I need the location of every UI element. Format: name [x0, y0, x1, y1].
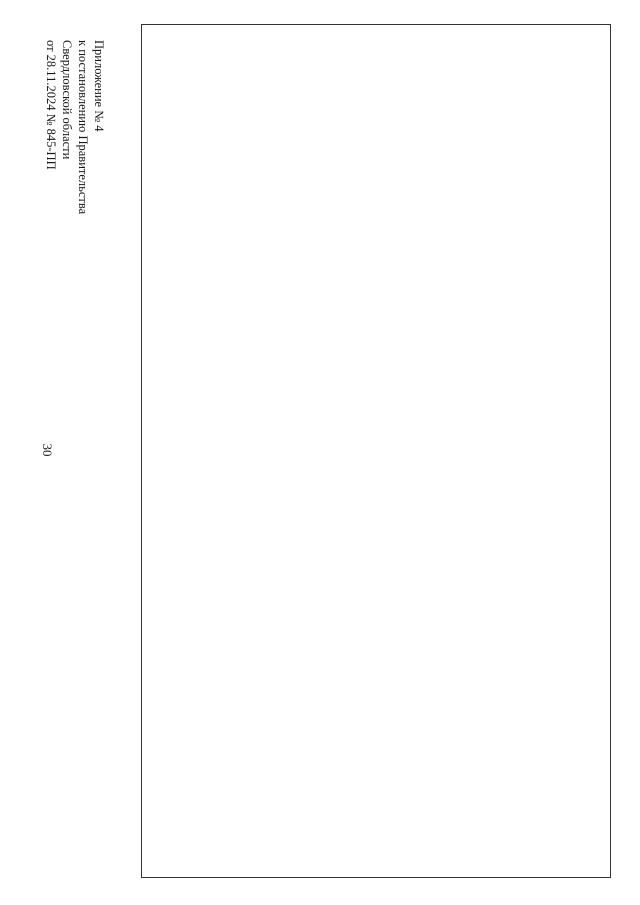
appendix-line: Свердловской области: [60, 40, 74, 160]
appendix-line: к постановлению Правительства: [76, 40, 90, 215]
appendix-line: Приложение № 4: [92, 40, 106, 132]
rotated-landscape-sheet: [5, 10, 635, 890]
page-number: 30: [40, 443, 55, 457]
funding-table-area: [141, 24, 611, 878]
appendix-line: от 28.11.2024 № 845-ПП: [44, 40, 58, 170]
